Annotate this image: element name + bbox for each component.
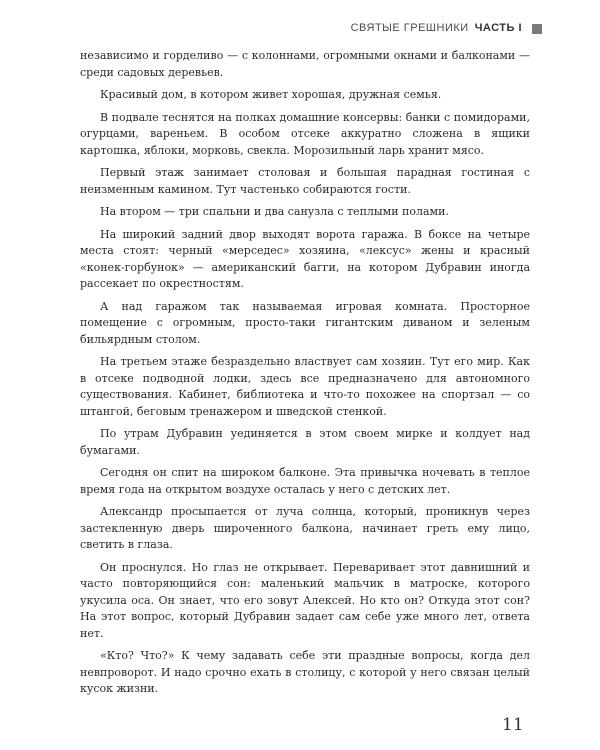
paragraph: А над гаражом так называемая игровая комната. Просторное помещение с огромным, просто-таки гигантским диваном и зеленым бильярдным столом. (80, 299, 530, 346)
paragraph: Александр просыпается от луча солнца, который, проникнув через застекленную дверь широченного балкона, начинает греть ему лицо, светить в глаза. (80, 505, 530, 551)
paragraph: Сегодня он спит на широком балконе. Эта привычка ночевать в теплое время года на открытом воздухе осталась у него с детских лет. (80, 466, 530, 496)
paragraph: Он проснулся. Но глаз не открывает. Переваривает этот давнишний и часто повторяющийся сон: маленький мальчик в матроске, которого укусила оса. Он знает, что его зовут Алексей. Но кто он? Откуда этот сон? На этот вопрос, который Дубравин задает сам себе уже много лет, ответа нет. (80, 560, 530, 640)
paragraph: На третьем этаже безраздельно властвует сам хозяин. Тут его мир. Как в отсеке подводной лодки, здесь все предназначено для автономного существования. Кабинет, библиотека и что-то похожее на спортзал — со штангой, беговым тренажером и шведской стенкой. (80, 355, 530, 418)
page-number: 11 (502, 715, 524, 735)
paragraph: На втором — три спальни и два санузла с теплыми полами. (100, 205, 449, 218)
paragraph: По утрам Дубравин уединяется в этом своем мирке и колдует над бумагами. (80, 427, 530, 457)
paragraph: В подвале теснятся на полках домашние консервы: банки с помидорами, огурцами, вареньем. В особом отсеке аккуратно сложена в ящики картошка, яблоки, морковь, свекла. Морозильный ларь хранит мясо. (80, 110, 530, 157)
header-square-marker (532, 24, 542, 34)
paragraph: Красивый дом, в котором живет хорошая, дружная семья. (100, 88, 442, 101)
part-label: ЧАСТЬ I (474, 22, 522, 34)
paragraph: Первый этаж занимает столовая и большая парадная гостиная с неизменным камином. Тут частенько собираются гости. (80, 166, 530, 196)
body-text (80, 48, 530, 704)
paragraph: независимо и горделиво — с колоннами, огромными окнами и балконами — среди садовых деревьев. (80, 49, 530, 79)
paragraph: «Кто? Что?» К чему задавать себе эти праздные вопросы, когда дел невпроворот. И надо срочно ехать в столицу, с которой у него связан целый кусок жизни. (80, 649, 530, 695)
book-title: СВЯТЫЕ ГРЕШНИКИ (350, 22, 469, 34)
paragraph: На широкий задний двор выходят ворота гаража. В боксе на четыре места стоят: черный «мерседес» хозяина, «лексус» жены и красный «конек-горбунок» — американский багги, на котором Дубравин иногда рассекает по окрестностям. (80, 227, 530, 290)
running-header (351, 22, 522, 34)
